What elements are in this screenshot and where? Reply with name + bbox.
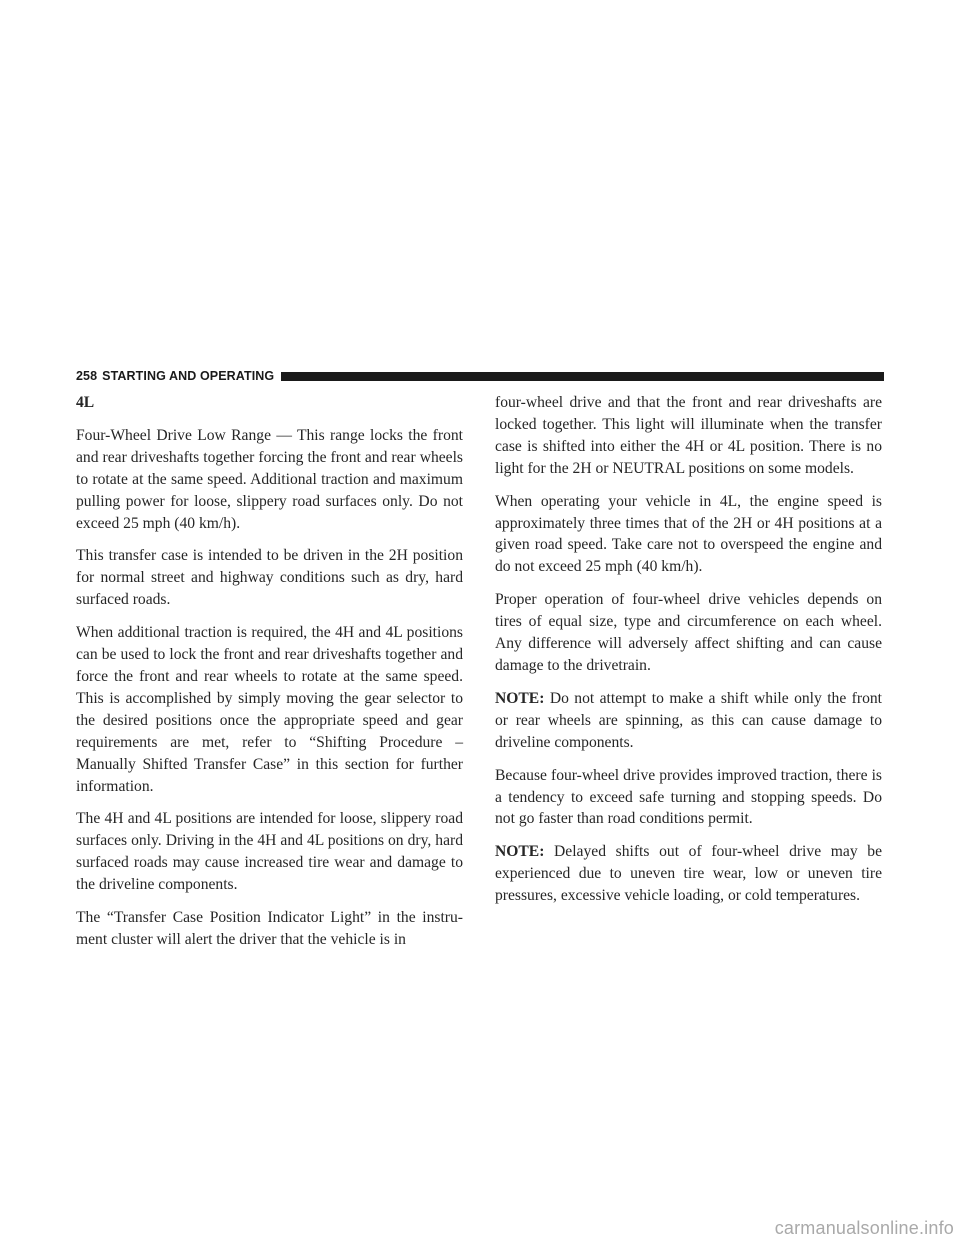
- paragraph-additional-traction: When additional traction is required, the 4H and 4L positions can be used to lock the front and rear driveshafts together and force the front and rear wheels to rotate at the same speed. This is accomplished by simply moving the gear selector to the desired positions once the appropriate speed and gear requirements are met, refer to “Shifting Procedure – Manually Shifted Transfer Case” in this section for further information.: [76, 624, 463, 795]
- paragraph-indicator-light: The “Transfer Case Position Indicator Light” in the instru- ment cluster will alert the driver that the vehicle is in: [76, 909, 463, 948]
- page-number: 258: [76, 369, 98, 383]
- paragraph-tire-size: Proper operation of four-wheel drive vehicles depends on tires of equal size, type and circumference on each wheel. Any difference will adversely affect shifting and can cause damage to the drivetrain.: [495, 591, 882, 674]
- paragraph-4l-description: Four-Wheel Drive Low Range — This range locks the front and rear driveshafts together forcing the front and rear wheels to rotate at the same speed. Additional traction and maximum pulling power for loose, slippery road surfaces only. Do not exceed 25 mph (40 km/h).: [76, 426, 463, 532]
- note-label: NOTE:: [495, 843, 545, 861]
- note-shift-wheels-spinning: [495, 688, 882, 754]
- page-header: [76, 369, 884, 383]
- note-label: NOTE:: [495, 689, 545, 707]
- paragraph-2h-normal-use: This transfer case is intended to be driven in the 2H position for normal street and highway conditions such as dry, hard surfaced roads.: [76, 547, 463, 609]
- note-delayed-shifts: [495, 841, 882, 907]
- paragraph-loose-surfaces: The 4H and 4L positions are intended for loose, slippery road surfaces only. Driving in the 4H and 4L positions on dry, hard surfaced roads may cause increased tire wear and damage to the driveline components.: [76, 810, 463, 894]
- header-rule: [281, 372, 884, 381]
- paragraph-indicator-light-continued: four-wheel drive and that the front and rear driveshafts are locked together. This light will illuminate when the transfer case is shifted into either the 4H or 4L position. There is no light for the 2H or NEUTRAL positions on some models.: [495, 394, 882, 477]
- note-text: Delayed shifts out of four-wheel drive may be experienced due to uneven tire wear, low or uneven tire pressures, excessive vehicle loading, or cold temperatures.: [495, 843, 882, 905]
- section-heading-4l: 4L: [76, 394, 95, 411]
- paragraph-improved-traction: Because four-wheel drive provides improved traction, there is a tendency to exceed safe turning and stopping speeds. Do not go faster than road conditions permit.: [495, 766, 882, 828]
- left-column: [76, 392, 463, 962]
- right-column: [495, 392, 882, 918]
- paragraph-engine-speed: When operating your vehicle in 4L, the engine speed is approximately three times that of the 2H or 4H positions at a given road speed. Take care not to overspeed the engine and do not exceed 25 mph (40 km/h).: [495, 492, 882, 576]
- note-text: Do not attempt to make a shift while only the front or rear wheels are spinning, as this can cause damage to driveline components.: [495, 689, 882, 751]
- section-title: STARTING AND OPERATING: [102, 369, 275, 383]
- watermark: carmanualsonline.info: [774, 1218, 954, 1238]
